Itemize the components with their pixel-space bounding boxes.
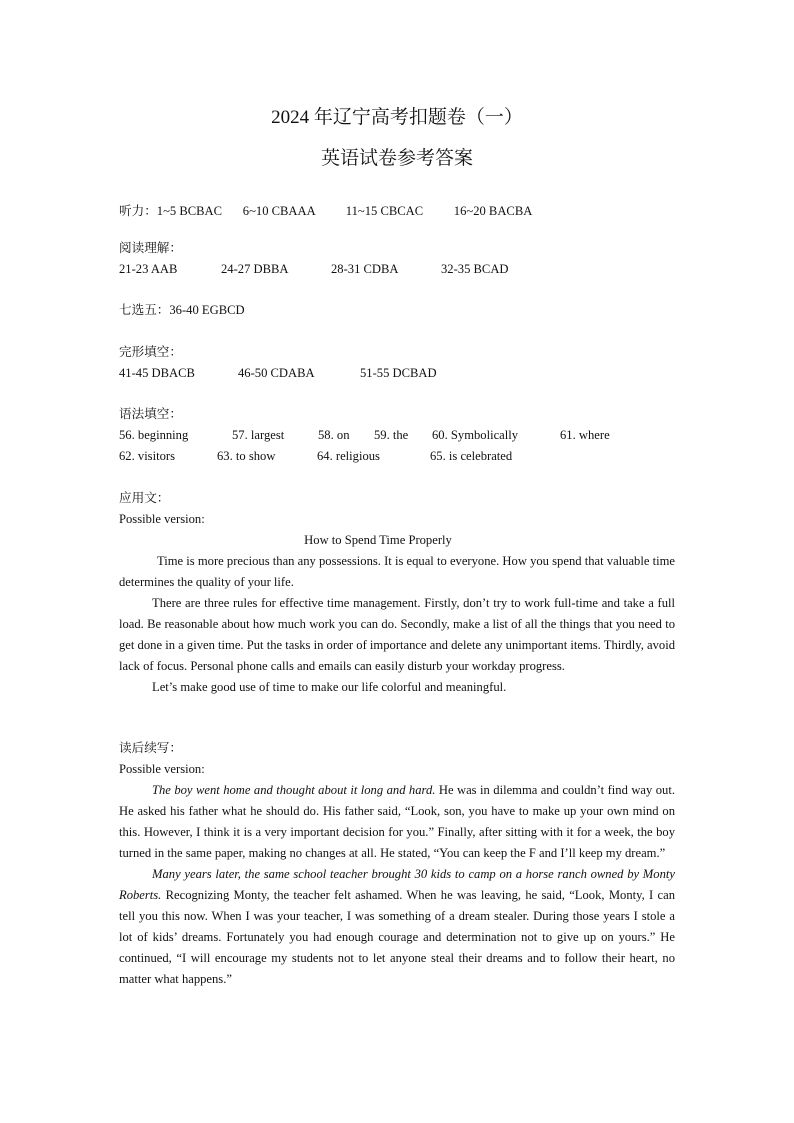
paragraph-text: He was in dilemma and couldn’t find way out. He asked his father what he should do. His father said, “Look, son, you have to make up your own mind on this. However, I think it is a very important decision for you.” Finally, after sitting with it for a week, the boy turned in the same paper, making no changes at all. He stated, “You can keep the F and I’ll keep my dream.” [119, 783, 676, 860]
seven-five-label: 七选五： [119, 303, 170, 317]
listening-label: 听力： [119, 204, 157, 218]
answer-group: 32-35 BCAD [441, 262, 509, 276]
writing-label: 应用文： [119, 491, 170, 505]
grammar-answers-row1 [119, 425, 610, 446]
paragraph-lead-sentence: Many years later, the same school teacher brought 30 kids to camp on a horse ranch owned by Monty Roberts. [119, 867, 675, 902]
answer-item: 63. to show [217, 449, 276, 463]
answer-item: 56. beginning [119, 428, 189, 442]
answer-group: 41-45 DBACB [119, 366, 195, 380]
cloze-label: 完形填空： [119, 345, 182, 359]
continuation-body [119, 780, 675, 990]
seven-five-section [119, 300, 245, 321]
continuation-label: 读后续写： [119, 741, 182, 755]
answer-group: 6~10 CBAAA [242, 204, 316, 218]
paragraph-lead-sentence: The boy went home and thought about it long and hard. [152, 783, 436, 797]
answer-group: 16~20 BACBA [453, 204, 533, 218]
writing-version-label: Possible version: [119, 512, 205, 526]
reading-label: 阅读理解： [119, 241, 182, 255]
answer-item: 64. religious [317, 449, 380, 463]
answer-group: 36-40 EGBCD [169, 303, 245, 317]
essay-body [119, 551, 675, 698]
essay-paragraph: There are three rules for effective time management. Firstly, don’t try to work full-time and take a full load. Be reasonable about how much work you can do. Secondly, make a list of all the things that you need to get done in a given time. Put the tasks in order of importance and delete any unimportant items. Thirdly, avoid lack of focus. Personal phone calls and emails can easily disturb your workday progress. [119, 596, 675, 673]
answer-item: 57. largest [232, 428, 285, 442]
answer-item: 58. on [318, 428, 350, 442]
answer-group: 51-55 DCBAD [360, 366, 437, 380]
answer-item: 65. is celebrated [430, 449, 513, 463]
grammar-answers-row2 [119, 446, 512, 467]
answer-group: 11~15 CBCAC [345, 204, 424, 218]
continuation-paragraph [119, 864, 675, 990]
cloze-answers [119, 363, 437, 384]
reading-answers [119, 259, 509, 280]
essay-paragraph: Let’s make good use of time to make our life colorful and meaningful. [152, 680, 507, 694]
continuation-paragraph [119, 780, 675, 864]
answer-item: 61. where [560, 428, 610, 442]
paragraph-text: Recognizing Monty, the teacher felt ashamed. When he was leaving, he said, “Look, Monty, I can tell you this now. When I was your teacher, I was something of a dream stealer. During those years I stole a lot of kids’ dreams. Fortunately you had enough courage and determination not to give up on yours.” He continued, “I will encourage my students not to let anyone steal their dreams and to follow their heart, no matter what happens.” [119, 888, 675, 986]
essay-paragraph: Time is more precious than any possessions. It is equal to everyone. How you spend that valuable time determines the quality of your life. [119, 554, 675, 589]
answer-group: 28-31 CDBA [331, 262, 399, 276]
continuation-version-label: Possible version: [119, 762, 205, 776]
grammar-label: 语法填空： [119, 407, 182, 421]
essay-title: How to Spend Time Properly [304, 533, 452, 547]
answer-group: 24-27 DBBA [221, 262, 289, 276]
answer-group: 46-50 CDABA [238, 366, 315, 380]
answer-item: 59. the [374, 428, 409, 442]
answer-item: 60. Symbolically [432, 428, 519, 442]
page-subtitle: 英语试卷参考答案 [320, 148, 473, 169]
listening-section [119, 201, 532, 222]
answer-group: 21-23 AAB [119, 262, 178, 276]
page-title: 2024 年辽宁高考扣题卷（一） [271, 107, 523, 128]
answer-group: 1~5 BCBAC [156, 204, 223, 218]
answer-item: 62. visitors [119, 449, 175, 463]
